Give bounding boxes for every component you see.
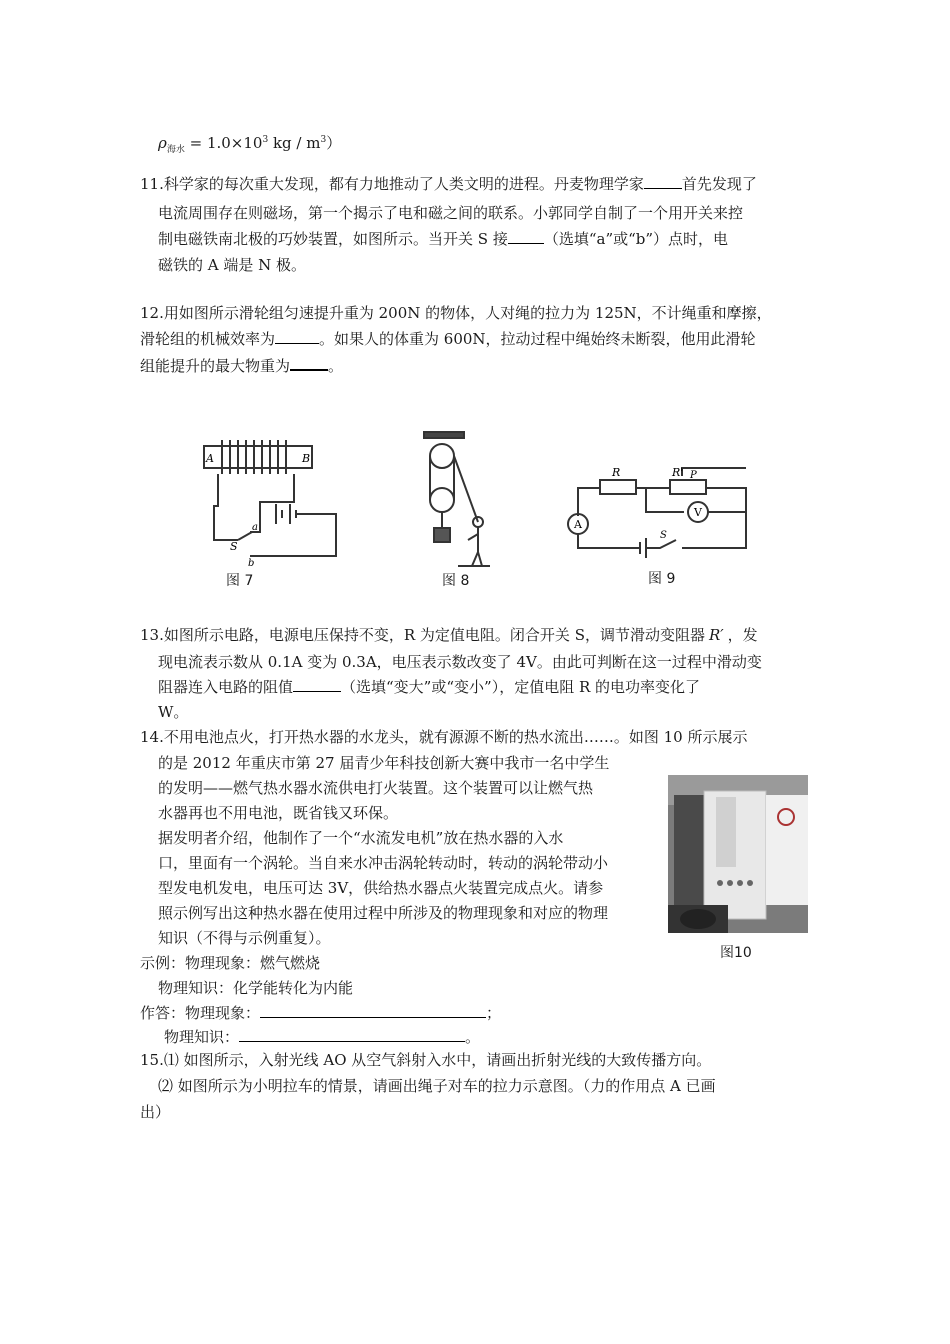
q15-line-3: 出） [140, 1103, 171, 1121]
q14-answer-2-label: 物理知识： [164, 1028, 240, 1046]
q13-text-1b: ，发 [727, 626, 758, 644]
q11-line-3 [158, 229, 728, 249]
q14-line-8: 照示例写出这种热水器在使用过程中所涉及的物理现象和对应的物理 [158, 904, 609, 922]
switch-lever-icon [238, 532, 252, 540]
q14-answer-1-end: ； [486, 1004, 502, 1022]
fig9-label-P: P [690, 470, 697, 481]
voltmeter-wire-left [646, 488, 684, 512]
fig7-label-S: S [230, 540, 238, 553]
ceiling-support [424, 432, 464, 438]
formula-tail: ） [326, 134, 342, 152]
q12-line-2 [140, 329, 756, 349]
q13-text-3b: （选填“变大”或“变小”），定值电阻 R 的电功率变化了 [341, 678, 701, 696]
q11-line-4: 磁铁的 A 端是 N 极。 [158, 256, 307, 274]
pull-rope [454, 456, 478, 522]
figure-10-photo [668, 775, 808, 933]
fig7-label-a: a [252, 522, 258, 533]
battery-icon [640, 538, 646, 558]
wire-right [682, 488, 746, 548]
figure-10-caption: 图10 [720, 945, 752, 961]
rho-subscript: 海水 [166, 145, 185, 155]
fig9-label-R-prime: R' [672, 466, 684, 479]
q11-text-1b: 首先发现了 [681, 175, 757, 193]
formula-unit-exponent: 3 [320, 135, 327, 145]
q13-line-1 [140, 625, 758, 645]
fig9-label-V: V [694, 506, 702, 519]
density-formula [158, 132, 341, 155]
formula-value: = 1.0×10 [184, 134, 263, 152]
fig7-label-b: b [248, 558, 255, 569]
q11-text-1a: 11.科学家的每次重大发现，都有力地推动了人类文明的进程。丹麦物理学家 [140, 175, 644, 193]
q14-line-4: 水器再也不用电池，既省钱又环保。 [158, 804, 399, 822]
q12-blank-1[interactable] [275, 329, 319, 344]
q14-line-6: 口，里面有一个涡轮。当自来水冲击涡轮转动时，转动的涡轮带动小 [158, 854, 609, 872]
q12-text-3a: 组能提升的最大物重为 [140, 357, 291, 375]
formula-unit: kg / m [268, 134, 321, 152]
figure-8-pulley-system [414, 430, 494, 570]
fig7-label-A: A [206, 452, 214, 465]
switch-lever-icon [646, 540, 676, 548]
q13-line-4: W。 [158, 703, 189, 721]
q15-line-2: ⑵ 如图所示为小明拉车的情景，请画出绳子对车的拉力示意图。（力的作用点 A 已画 [158, 1077, 716, 1095]
q14-line-7: 型发电机发电，电压可达 3V，供给热水器点火装置完成点火。请参 [158, 879, 604, 897]
q15-line-1: 15.⑴ 如图所示，入射光线 AO 从空气斜射入水中，请画出折射光线的大致传播方向。 [140, 1051, 712, 1069]
q13-blank-1[interactable] [293, 677, 341, 692]
q12-blank-2[interactable] [290, 355, 328, 371]
q14-line-9: 知识（不得与示例重复）。 [158, 929, 331, 947]
q14-line-1: 14.不用电池点火，打开热水器的水龙头，就有源源不断的热水流出……。如图 10 所示展示 [140, 728, 748, 746]
figure-9-caption: 图 9 [648, 571, 676, 587]
fig9-label-A: A [574, 518, 582, 531]
fig9-label-S: S [660, 530, 667, 541]
figure-7-electromagnet-circuit [190, 432, 350, 592]
q14-answer-1-label: 作答：物理现象： [140, 1004, 261, 1022]
wire-left [214, 474, 238, 540]
rope-segments [430, 456, 454, 500]
wire-bottom-left [578, 534, 640, 548]
q12-line-1: 12.用如图所示滑轮组匀速提升重为 200N 的物体，人对绳的拉力为 125N，不计绳重和摩擦， [140, 304, 772, 322]
fig9-label-R: R [612, 466, 621, 479]
q14-answer-2-blank[interactable] [239, 1027, 465, 1042]
q12-text-3b: 。 [328, 357, 344, 375]
load-block [434, 528, 450, 542]
q11-line-2: 电流周围存在则磁场，第一个揭示了电和磁之间的联系。小郭同学自制了一个用开关来控 [158, 204, 744, 222]
wire-left-top [578, 488, 600, 516]
q14-line-3: 的发明——燃气热水器水流供电打火装置。这个装置可以让燃气热 [158, 779, 594, 797]
q11-blank-1[interactable] [644, 174, 682, 189]
resistor-R [600, 480, 636, 494]
battery-icon [276, 504, 296, 524]
rho-symbol: ρ [158, 134, 167, 152]
person-body-icon [468, 527, 482, 566]
q13-text-1a: 13.如图所示电路，电源电压保持不变，R 为定值电阻。闭合开关 S，调节滑动变阻器 [140, 626, 705, 644]
q13-rheostat-symbol: R′ [708, 626, 724, 644]
q11-line-1 [140, 174, 757, 194]
q14-answer-2-end: 。 [465, 1028, 481, 1046]
figure-8-caption: 图 8 [442, 573, 470, 589]
q14-answer-2 [164, 1027, 480, 1047]
q12-text-2a: 滑轮组的机械效率为 [140, 330, 276, 348]
movable-pulley-icon [430, 488, 454, 512]
water-heater-photo-image [668, 775, 808, 933]
electromagnet-core [204, 446, 312, 468]
q12-text-2b: 。如果人的体重为 600N，拉动过程中绳始终未断裂，他用此滑轮 [319, 330, 756, 348]
rheostat-R-prime [670, 480, 706, 494]
q13-text-3a: 阻器连入电路的阻值 [158, 678, 294, 696]
fig7-label-B: B [302, 452, 311, 465]
q13-line-2: 现电流表示数从 0.1A 变为 0.3A，电压表示数改变了 4V。由此可判断在这一过程中滑动变 [158, 653, 762, 671]
q11-text-3b: （选填“a”或“b”）点时，电 [543, 230, 729, 248]
fixed-pulley-icon [430, 444, 454, 468]
figure-9-circuit [564, 458, 760, 568]
q14-example-2: 物理知识：化学能转化为内能 [158, 979, 354, 997]
q14-answer-1-blank[interactable] [260, 1003, 486, 1018]
q14-example-1: 示例：物理现象：燃气燃烧 [140, 954, 321, 972]
figure-7-caption: 图 7 [226, 573, 254, 589]
q14-line-2: 的是 2012 年重庆市第 27 届青少年科技创新大赛中我市一名中学生 [158, 754, 610, 772]
q11-blank-2[interactable] [508, 229, 544, 244]
q14-answer-1 [140, 1003, 501, 1023]
q12-line-3 [140, 355, 343, 376]
q11-text-3a: 制电磁铁南北极的巧妙装置，如图所示。当开关 S 接 [158, 230, 508, 248]
formula-exponent: 3 [262, 135, 269, 145]
wire-right [260, 514, 336, 556]
q14-line-5: 据发明者介绍，他制作了一个“水流发电机”放在热水器的入水 [158, 829, 564, 847]
q13-line-3 [158, 677, 700, 697]
